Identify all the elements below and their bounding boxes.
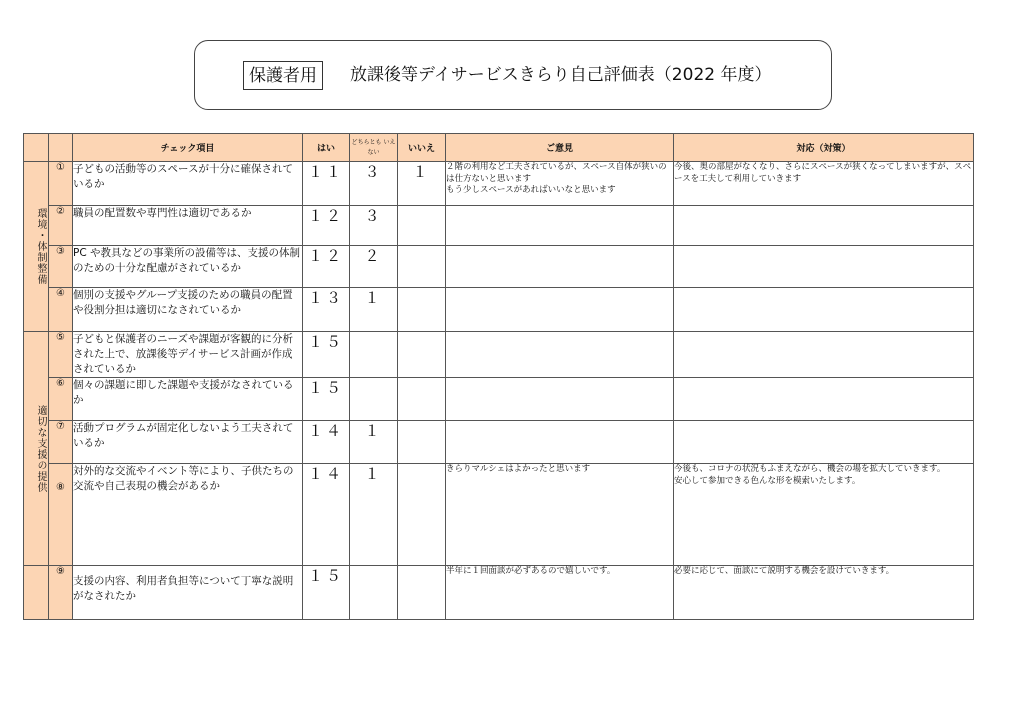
yes-count: １１: [303, 162, 350, 206]
yes-count: １５: [303, 566, 350, 620]
header-response: 対応（対策）: [674, 134, 974, 162]
yes-count: １２: [303, 246, 350, 288]
yes-count: １４: [303, 464, 350, 566]
row-number: ①: [49, 162, 73, 206]
row-number: ④: [49, 288, 73, 332]
response-cell: [674, 421, 974, 464]
yes-count: １４: [303, 421, 350, 464]
header-no: いいえ: [398, 134, 446, 162]
neither-count: [350, 566, 398, 620]
neither-count: ３: [350, 206, 398, 246]
opinion-cell: きらりマルシェはよかったと思います: [446, 464, 674, 566]
header-corner: [24, 134, 49, 162]
header-number: [49, 134, 73, 162]
check-item: 活動プログラムが固定化しないよう工夫されているか: [73, 421, 303, 464]
row-number: ②: [49, 206, 73, 246]
response-cell: 今後、奥の部屋がなくなり、さらにスペースが狭くなってしまいますが、スペースを工夫して利用していきます: [674, 162, 974, 206]
check-item: 子どもの活動等のスペースが十分に確保されているか: [73, 162, 303, 206]
evaluation-table: [23, 133, 974, 620]
header-yes: はい: [303, 134, 350, 162]
response-cell: [674, 246, 974, 288]
opinion-cell: [446, 421, 674, 464]
row-number: ⑥: [49, 378, 73, 421]
table-row: [24, 246, 974, 288]
table-row: [24, 288, 974, 332]
neither-count: １: [350, 421, 398, 464]
neither-count: １: [350, 288, 398, 332]
yes-count: １２: [303, 206, 350, 246]
check-item: 職員の配置数や専門性は適切であるか: [73, 206, 303, 246]
table-row: [24, 378, 974, 421]
row-number: ⑦: [49, 421, 73, 464]
check-item: 個々の課題に即した課題や支援がなされているか: [73, 378, 303, 421]
row-number: ⑧: [49, 464, 73, 566]
neither-count: [350, 378, 398, 421]
no-count: [398, 288, 446, 332]
no-count: [398, 332, 446, 378]
header-row: [24, 134, 974, 162]
page-title: 放課後等デイサービスきらり自己評価表（2022 年度）: [350, 65, 772, 85]
check-item: 対外的な交流やイベント等により、子供たちの交流や自己表現の機会があるか: [73, 464, 303, 566]
opinion-cell: [446, 378, 674, 421]
header-neither: どちらとも いえない: [350, 134, 398, 162]
yes-count: １５: [303, 332, 350, 378]
no-count: [398, 566, 446, 620]
response-cell: 必要に応じて、面談にて説明する機会を設けていきます。: [674, 566, 974, 620]
response-cell: 今後も、コロナの状況もふまえながら、機会の場を拡大していきます。 安心して参加できる色んな形を模索いたします。: [674, 464, 974, 566]
check-item: 子どもと保護者のニーズや課題が客観的に分析された上で、放課後等デイサービス計画が作成されているか: [73, 332, 303, 378]
neither-count: ３: [350, 162, 398, 206]
category-environment: 環境・体制整備: [24, 162, 49, 332]
no-count: [398, 246, 446, 288]
row-number: ③: [49, 246, 73, 288]
no-count: １: [398, 162, 446, 206]
neither-count: [350, 332, 398, 378]
table-row: [24, 162, 974, 206]
table-row: [24, 206, 974, 246]
yes-count: １５: [303, 378, 350, 421]
response-cell: [674, 288, 974, 332]
no-count: [398, 421, 446, 464]
opinion-cell: [446, 288, 674, 332]
response-cell: [674, 206, 974, 246]
response-cell: [674, 332, 974, 378]
category-support: 適切な支援の提供: [24, 332, 49, 566]
header-item: チェック項目: [73, 134, 303, 162]
no-count: [398, 378, 446, 421]
neither-count: １: [350, 464, 398, 566]
row-number: ⑨: [49, 566, 73, 620]
header-opinion: ご意見: [446, 134, 674, 162]
check-item: 個別の支援やグループ支援のための職員の配置や役割分担は適切になされているか: [73, 288, 303, 332]
opinion-cell: 半年に１回面談が必ずあるので嬉しいです。: [446, 566, 674, 620]
table-row: [24, 566, 974, 620]
response-cell: [674, 378, 974, 421]
row-number: ⑤: [49, 332, 73, 378]
category-blank: [24, 566, 49, 620]
opinion-cell: ２階の利用など工夫されているが、スペース自体が狭いのは仕方ないと思います もう少しスペースがあればいいなと思います: [446, 162, 674, 206]
audience-tag: 保護者用: [243, 61, 323, 90]
table-row: [24, 464, 974, 566]
check-item: PC や教具などの事業所の設備等は、支援の体制のための十分な配慮がされているか: [73, 246, 303, 288]
yes-count: １３: [303, 288, 350, 332]
opinion-cell: [446, 246, 674, 288]
no-count: [398, 464, 446, 566]
opinion-cell: [446, 206, 674, 246]
table-row: [24, 421, 974, 464]
neither-count: ２: [350, 246, 398, 288]
no-count: [398, 206, 446, 246]
table-row: [24, 332, 974, 378]
check-item: 支援の内容、利用者負担等について丁寧な説明がなされたか: [73, 566, 303, 620]
opinion-cell: [446, 332, 674, 378]
